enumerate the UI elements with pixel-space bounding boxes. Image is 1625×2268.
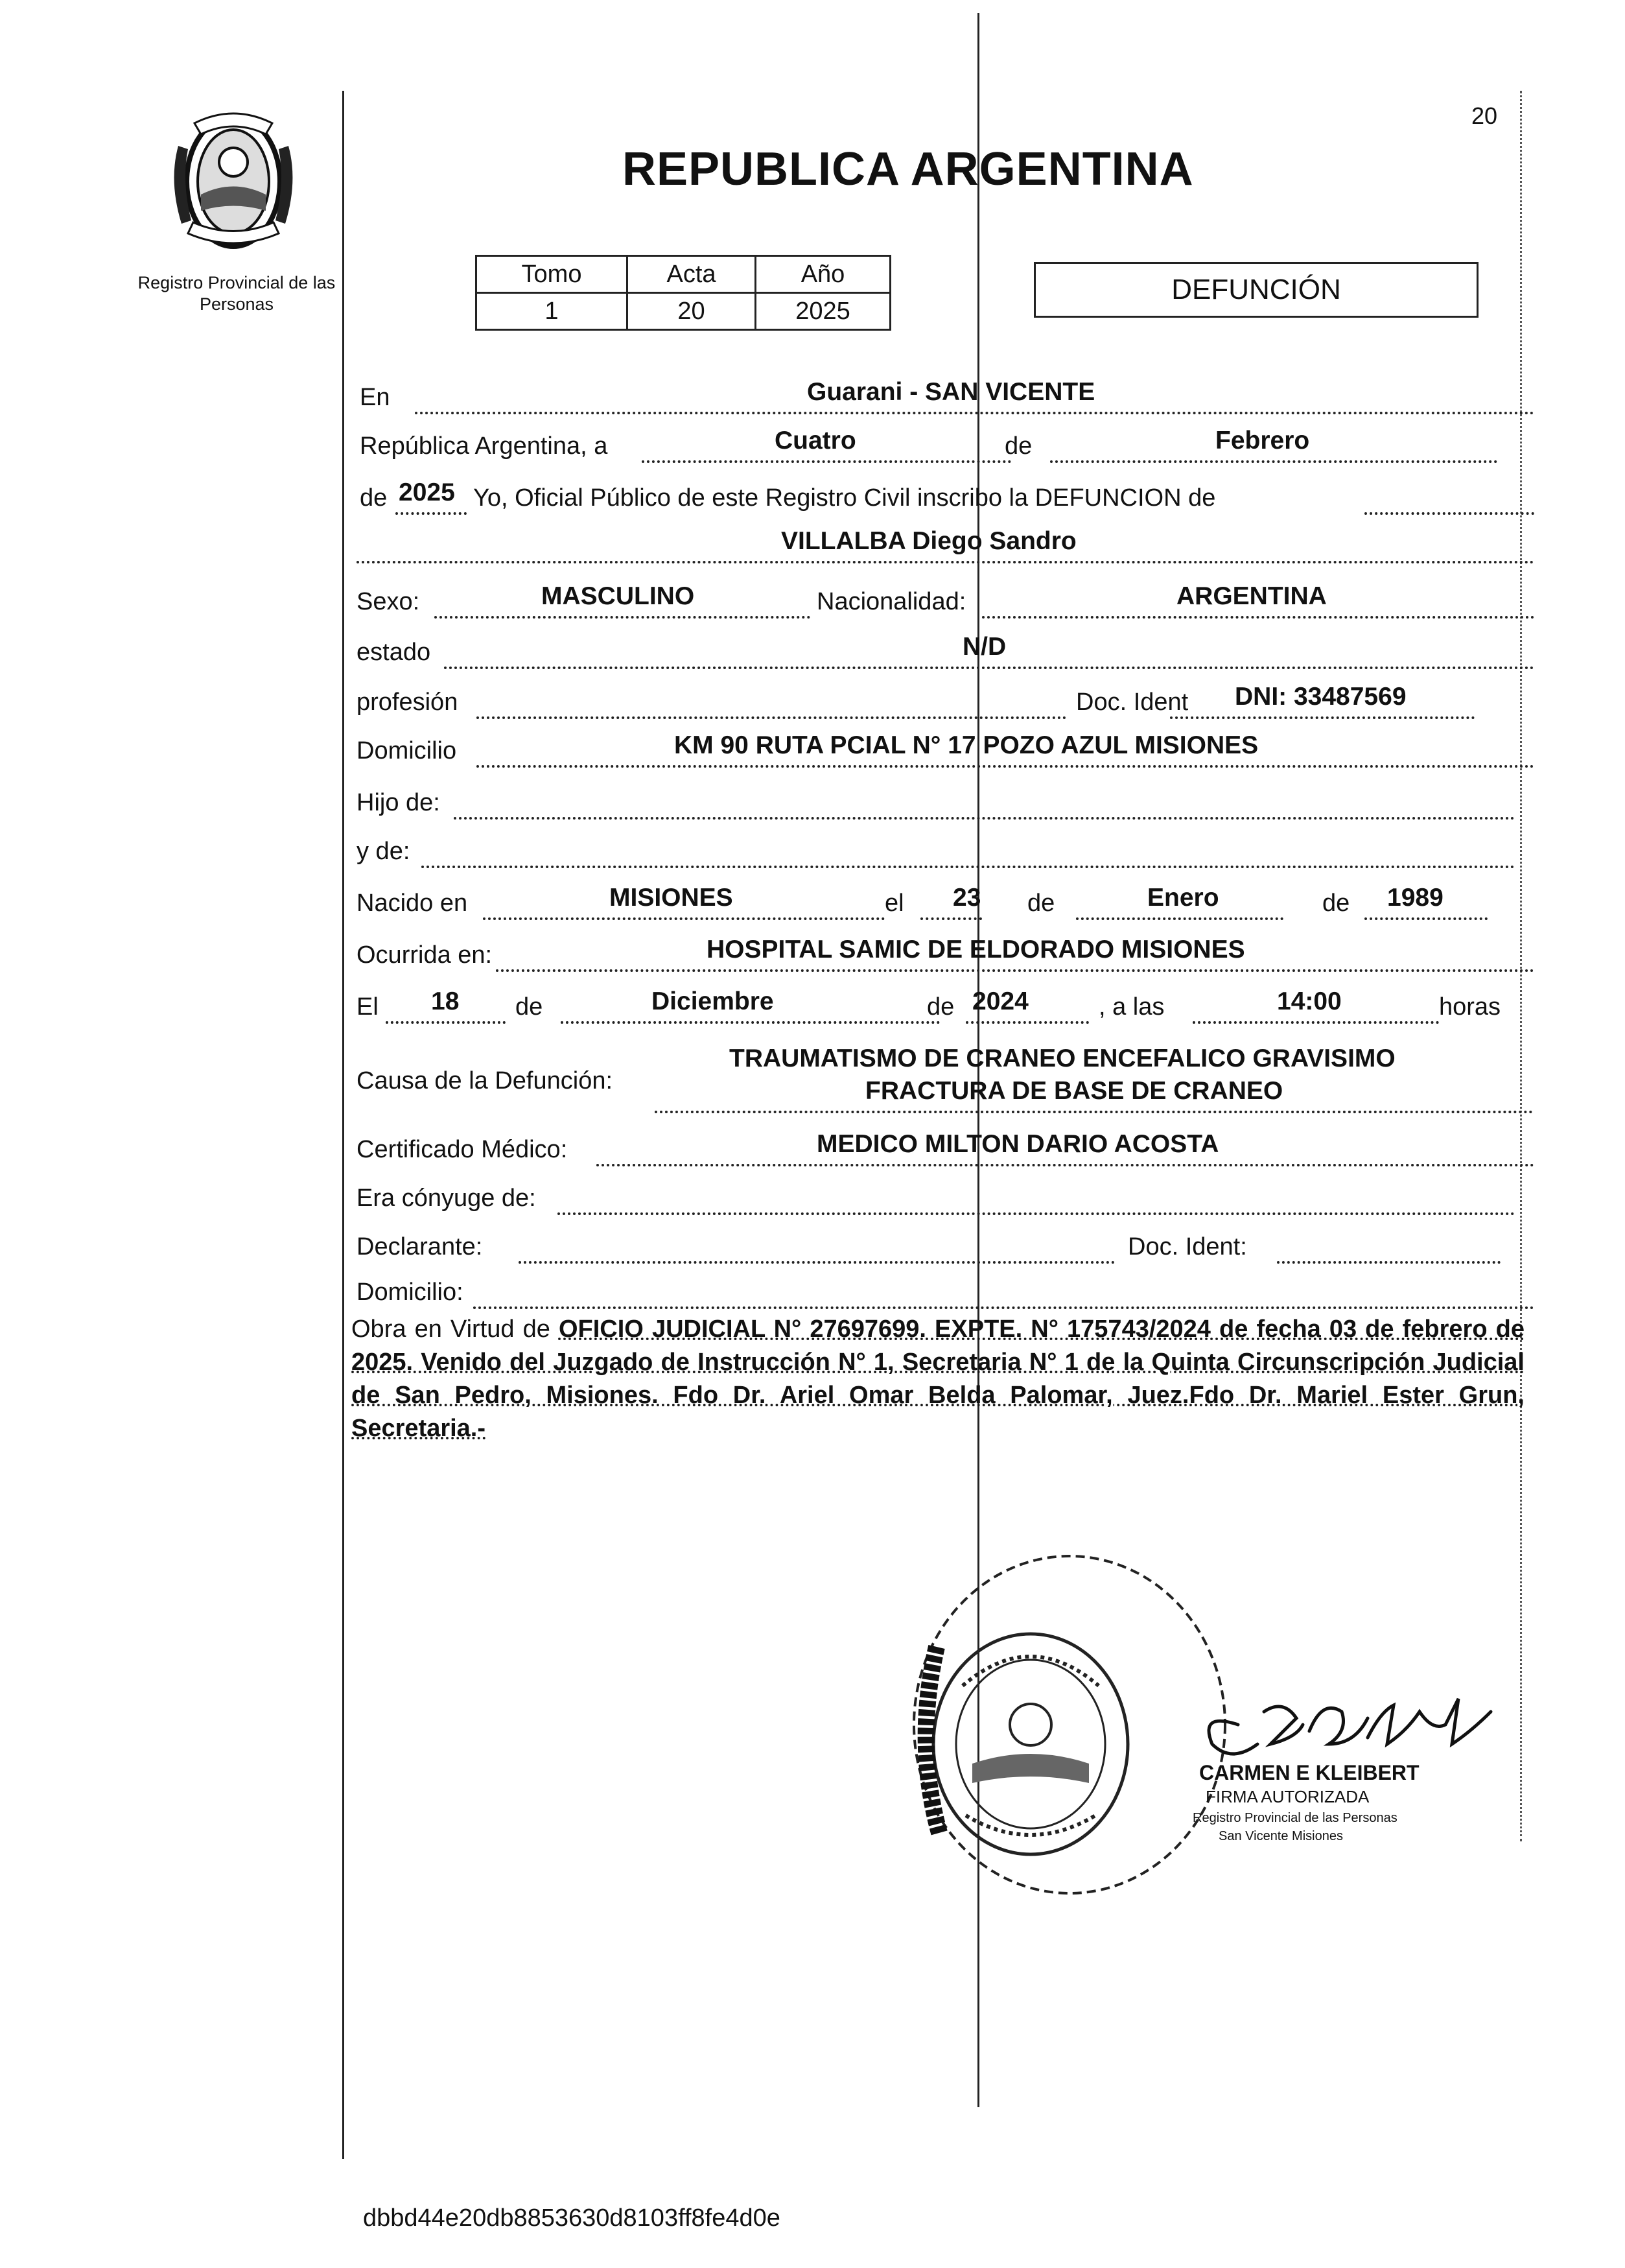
doc2-label: Doc. Ident: [1128,1233,1247,1260]
birth-year-value: 1989 [1387,884,1444,912]
hijo-label: Hijo de: [357,789,440,816]
acta-value: 20 [627,293,756,330]
dotted-line [473,1306,1534,1309]
ano-value: 2025 [756,293,891,330]
record-table [475,255,891,331]
en-label: En [360,384,390,411]
svg-text:FIRMA AUTORIZADA: FIRMA AUTORIZADA [1206,1787,1370,1806]
dotted-line [454,817,1515,820]
dotted-line [496,969,1534,972]
nacido-value: MISIONES [609,884,733,912]
acta-header: Acta [627,256,756,293]
row-name [357,528,1534,567]
y-de-label: y de: [357,838,410,865]
dotted-line [395,512,467,515]
dotted-line [1364,512,1534,515]
signature-block [1186,1673,1523,1867]
dotted-line [966,1021,1089,1024]
row-birth [357,885,1534,924]
horas-label: horas [1439,993,1501,1021]
declarante-label: Declarante: [357,1233,483,1260]
causa-line-2: FRACTURA DE BASE DE CRANEO [865,1077,1283,1105]
row-causa [357,1041,1533,1118]
registry-label: Registro Provincial de las Personas [137,273,336,314]
day-word-value: Cuatro [775,427,856,455]
dotted-line [642,460,1011,463]
row-date [357,428,1534,467]
dotted-line [386,1021,506,1024]
de5-label: de [927,993,955,1021]
dotted-line [415,412,1534,414]
dotted-line [357,561,1534,563]
dotted-line [519,1261,1115,1264]
year-value: 2025 [399,478,455,506]
row-certificado [357,1131,1534,1170]
obra-prefix: Obra en Virtud de [351,1316,550,1343]
svg-text:San Vicente Misiones: San Vicente Misiones [1219,1829,1343,1843]
dotted-line [1193,1021,1439,1024]
document-hash: dbbd44e20db8853630d8103ff8fe4d0e [363,2204,780,2232]
dotted-line [1277,1261,1501,1264]
dotted-line [561,1021,940,1024]
ocurrida-label: Ocurrida en: [357,941,493,969]
dotted-line [1050,460,1497,463]
row-domicilio-2 [357,1274,1534,1313]
domicilio-value: KM 90 RUTA PCIAL N° 17 POZO AZUL MISIONES [674,731,1259,759]
domicilio2-label: Domicilio: [357,1279,463,1306]
svg-text:Registro Provincial de las Per: Registro Provincial de las Personas [1193,1811,1397,1825]
conyuge-label: Era cónyuge de: [357,1185,536,1212]
row-death-date [357,989,1534,1028]
sexo-value: MASCULINO [541,582,695,610]
tomo-header: Tomo [476,256,627,293]
sexo-label: Sexo: [357,588,420,615]
svg-text:CARMEN E KLEIBERT: CARMEN E KLEIBERT [1199,1761,1420,1784]
month-value: Febrero [1215,427,1310,455]
row-profession-doc [357,684,1534,723]
causa-label: Causa de la Defunción: [357,1067,613,1094]
dotted-line [434,616,810,619]
causa-line-1: TRAUMATISMO DE CRANEO ENCEFALICO GRAVISIMO [729,1045,1396,1072]
obra-text: OFICIO JUDICIAL N° 27697699. EXPTE. N° 175743/2024 de fecha 03 de febrero de 2025. Venido del Juzgado de Instrucción N° 1, Secretaria N° 1 de la Quinta Circunscripción Judicial de San Pedro, Misiones. Fdo Dr. Ariel Omar Belda Palomar, Juez.Fdo Dr. Mariel Ester Grun, Secretaria.- [351,1316,1525,1442]
el2-label: El [357,993,379,1021]
ocurrida-value: HOSPITAL SAMIC DE ELDORADO MISIONES [707,936,1245,963]
dotted-line [557,1212,1515,1215]
left-margin-line [342,91,344,2159]
dotted-line [476,716,1066,719]
dotted-line [982,616,1534,619]
dotted-line [655,1111,1533,1113]
doc-label: Doc. Ident [1076,689,1189,716]
misiones-coat-of-arms-seal [162,107,305,256]
de3-label: de [1322,890,1350,917]
alas-label: , a las [1099,993,1165,1021]
doc-value: DNI: 33487569 [1235,683,1407,711]
dotted-line [421,866,1515,868]
dotted-line [444,667,1534,669]
death-time-value: 14:00 [1277,987,1342,1015]
row-y-de [357,833,1534,872]
death-year-value: 2024 [972,987,1029,1015]
place-value: Guarani - SAN VICENTE [807,378,1095,406]
nacido-label: Nacido en [357,890,468,917]
dotted-line [1170,716,1475,719]
profesion-label: profesión [357,689,458,716]
row-domicilio [357,733,1534,772]
ano-header: Año [756,256,891,293]
year-prefix-label: de [360,484,388,512]
row-place [357,379,1534,418]
death-day-value: 18 [431,987,460,1015]
nacionalidad-label: Nacionalidad: [817,588,966,615]
nacionalidad-value: ARGENTINA [1176,582,1327,610]
statement-text: Yo, Oficial Público de este Registro Civil inscribo la DEFUNCION de [473,484,1216,512]
de2-label: de [1027,890,1055,917]
page-title: REPUBLICA ARGENTINA [622,143,1194,195]
dotted-line [1076,917,1283,920]
dotted-line [1364,917,1488,920]
dotted-line [596,1164,1534,1166]
birth-month-value: Enero [1147,884,1219,912]
row-hijo [357,785,1534,823]
estado-value: N/D [963,633,1007,661]
record-type-box: DEFUNCIÓN [1034,262,1479,318]
certificado-value: MEDICO MILTON DARIO ACOSTA [817,1130,1219,1158]
obra-paragraph [351,1313,1525,1445]
estado-label: estado [357,639,431,666]
row-conyuge [357,1180,1534,1219]
row-statement [357,480,1534,519]
de4-label: de [515,993,543,1021]
dotted-line [920,917,982,920]
de-label: de [1005,432,1033,460]
certificado-label: Certificado Médico: [357,1136,568,1163]
tomo-value: 1 [476,293,627,330]
death-month-value: Diciembre [651,987,774,1015]
page-number: 20 [1471,102,1498,129]
dotted-line [476,765,1534,768]
domicilio-label: Domicilio [357,737,457,764]
row-estado [357,634,1534,673]
republica-label: República Argentina, a [360,432,608,460]
deceased-name: VILLALBA Diego Sandro [781,527,1077,555]
birth-day-value: 23 [953,884,981,912]
row-sex-nationality [357,584,1534,622]
el-label: el [885,890,904,917]
row-ocurrida [357,937,1534,976]
row-declarante [357,1229,1534,1268]
dotted-line [483,917,885,920]
